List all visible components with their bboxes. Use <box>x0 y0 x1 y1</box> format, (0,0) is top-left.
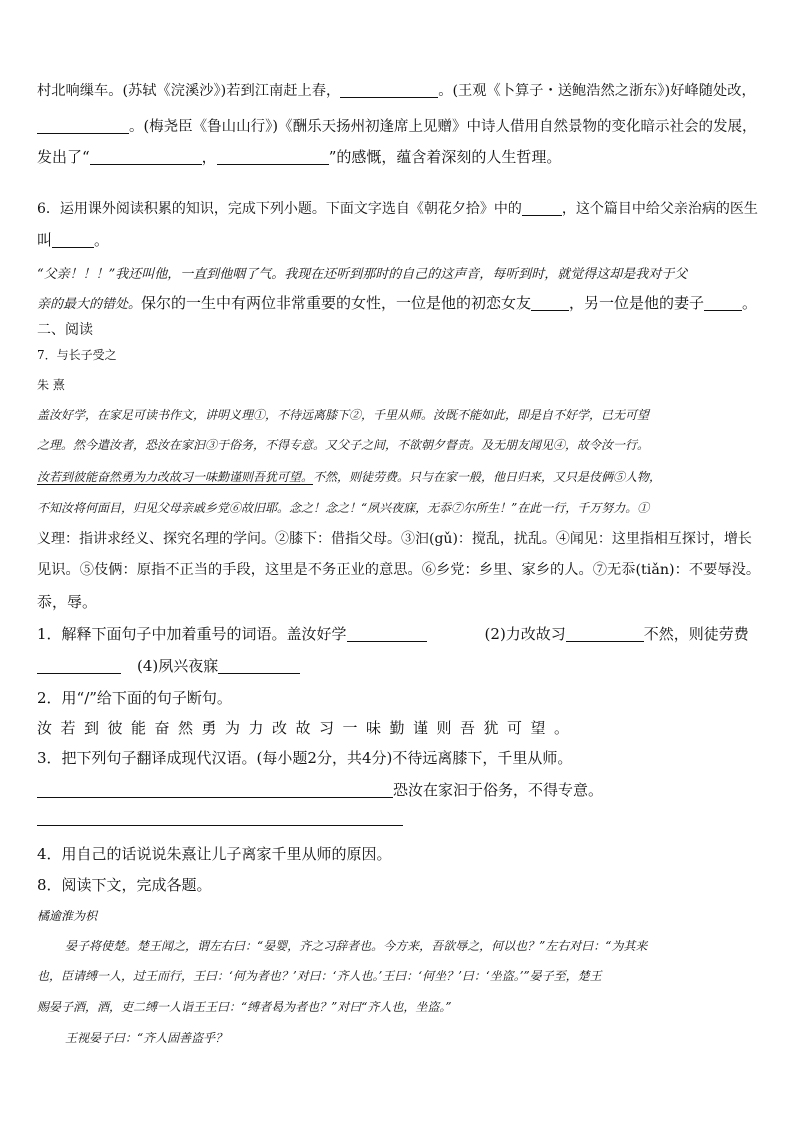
q8-passage-line: 赐晏子酒，酒，吏二缚一人诣王王曰：“缚者曷为者也？”对曰“齐人也，坐盗。” <box>37 1000 452 1014</box>
answer-line[interactable] <box>37 825 403 826</box>
q7-passage-line: 不知汝将何面目，归见父母亲戚乡党⑥故旧耶。念之！念之！“夙兴夜寐，无忝⑦尔所生！”在此一行，千万努力。① <box>37 501 650 515</box>
answer-blank[interactable] <box>52 232 94 248</box>
q6-line-2 <box>37 229 109 250</box>
q7-sub1-text: 不然，则徒劳费 <box>643 625 749 643</box>
q5-line-2 <box>37 115 757 136</box>
q7-title: 7．与长子受之 <box>37 348 117 362</box>
q6-text: 叫 <box>37 231 53 249</box>
quote-text: 亲的最大的错处。 <box>37 297 142 312</box>
q7-passage-text: 不然，则徒劳费。只与在家一般，他日归来，又只是伎俩⑤人物， <box>313 470 662 484</box>
q8-subtitle: 橘逾淮为枳 <box>37 909 98 923</box>
q5-text: 村北响缫车。(苏轼《浣溪沙》)若到江南赶上春， <box>37 83 341 99</box>
q7-sub3-line-2 <box>37 779 603 800</box>
q8-title: 8．阅读下文，完成各题。 <box>37 876 212 894</box>
q6-text: ，另一位是他的妻子 <box>569 294 705 312</box>
answer-blank[interactable] <box>340 83 438 98</box>
q7-sub1-text: 1．解释下面句子中加着重号的词语。盖汝好学 <box>37 625 347 643</box>
answer-blank[interactable] <box>704 295 742 311</box>
answer-blank[interactable] <box>522 201 562 216</box>
q5-text: 。(梅尧臣《鲁山山行》)《酬乐天扬州初逢席上见赠》中诗人借用自然景物的变化暗示社会的发展， <box>129 119 757 135</box>
q6-quote-line-1 <box>37 263 687 282</box>
q6-text: ，这个篇目中给父亲治病的医生 <box>561 201 758 217</box>
q7-note-line: 义理：指讲求经义、探究名理的学问。②膝下：借指父母。③汩(gǔ)：搅乱，扰乱。④闻见：这里指相互探讨，增长 <box>37 531 752 547</box>
section-heading: 二、阅读 <box>37 322 93 338</box>
q5-text: 发出了“ <box>37 148 90 166</box>
answer-blank[interactable] <box>218 658 300 674</box>
q7-sub2-sentence: 汝若到彼能奋然勇为力改故习一味勤谨则吾犹可望。 <box>37 719 578 737</box>
q6-text: 6．运用课外阅读积累的知识，完成下列小题。下面文字选自《朝花夕拾》中的 <box>37 201 522 217</box>
q7-sub1-text: (4)夙兴夜寐 <box>137 657 219 675</box>
q7-note-line: 见识。⑤伎俩：原指不正当的手段，这里是不务正业的意思。⑥乡党：乡里、家乡的人。⑦无忝(tiǎn)：不要辱没。 <box>37 562 761 578</box>
q5-text: 。(王观《卜算子・送鲍浩然之浙东》)好峰随处改， <box>438 83 756 99</box>
q8-passage-line: 晏子将使楚。楚王闻之，谓左右曰：“晏婴，齐之习辞者也。今方来，吾欲辱之，何以也？”左右对曰：“为其来 <box>65 939 648 953</box>
answer-blank[interactable] <box>90 149 202 165</box>
q5-line-1 <box>37 80 756 100</box>
q7-author: 朱 熹 <box>37 378 65 392</box>
q7-sub1-line-1 <box>37 623 749 644</box>
underlined-sentence: 汝若到彼能奋然勇为力改故习一味勤谨则吾犹可望。 <box>37 470 314 484</box>
q5-text: ， <box>201 148 217 166</box>
q7-sub1-line-2 <box>37 655 300 676</box>
quote-text: “父亲！！！”我还叫他，一直到他咽了气。我现在还听到那时的自己的这声音，每听到时，就觉得这却是我对于父 <box>37 267 688 282</box>
q5-text: ”的感慨，蕴含着深刻的人生哲理。 <box>328 148 562 166</box>
q7-sub4: 4．用自己的话说说朱熹让儿子离家千里从师的原因。 <box>37 845 392 863</box>
q7-sub3-text: 恐汝在家汩于俗务，不得专意。 <box>393 781 604 799</box>
answer-blank[interactable] <box>531 295 569 311</box>
q7-passage-line: 盖汝好学，在家足可读书作文，讲明义理①，不待远离膝下②，千里从师。汝既不能如此，即是自不好学，已无可望 <box>37 408 650 422</box>
q8-passage-line: 王视晏子曰：“齐人固善盗乎？ <box>65 1031 228 1045</box>
q7-sub1-text: (2)力改故习 <box>484 625 566 643</box>
q8-passage-line: 也，臣请缚一人，过王而行，王曰：‘何为者也？’对曰：‘齐人也。’王曰：‘何坐？’曰：‘坐盗。’”晏子至，楚王 <box>37 969 602 983</box>
answer-blank[interactable] <box>566 626 644 642</box>
q6-text: 保尔的一生中有两位非常重要的女性，一位是他的初恋女友 <box>141 294 532 312</box>
q6-text: 。 <box>742 294 758 312</box>
answer-blank[interactable] <box>37 658 121 674</box>
q6-text: 。 <box>94 231 110 249</box>
q7-sub3: 3．把下列句子翻译成现代汉语。(每小题2分，共4分)不待远离膝下，千里从师。 <box>37 749 573 767</box>
q5-line-3 <box>37 146 561 167</box>
answer-blank[interactable] <box>347 626 427 642</box>
answer-blank[interactable] <box>37 119 129 135</box>
answer-blank[interactable] <box>217 149 329 165</box>
q6-line-4 <box>37 292 757 313</box>
q7-sub2: 2．用“/”给下面的句子断句。 <box>37 689 232 707</box>
q7-passage-line: 之理。然今遣汝者，恐汝在家汩③于俗务，不得专意。又父子之间，不欲朝夕督责。及无朋友闻见④，故令汝一行。 <box>37 438 650 452</box>
q7-note-line: 忝，辱。 <box>37 593 98 611</box>
q7-passage-line <box>37 468 661 485</box>
q6-line-1 <box>37 198 758 218</box>
answer-blank[interactable] <box>37 782 393 798</box>
